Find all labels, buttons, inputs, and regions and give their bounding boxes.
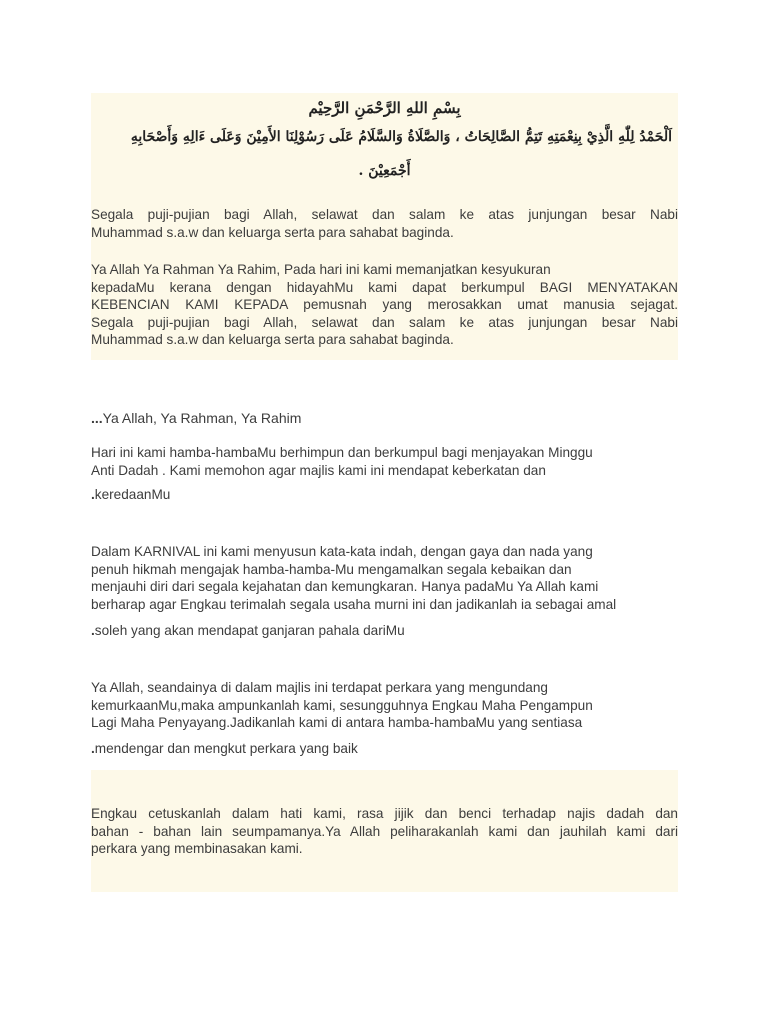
invocation-text: Ya Allah, Ya Rahman, Ya Rahim [102,410,302,426]
text-line: Muhammad s.a.w dan keluarga serta para sahabat baginda. [91,332,454,347]
arabic-praise-ending: أَجْمَعِيْنَ . [358,163,411,179]
text-line: berharap agar Engkau terimalah segala usaha murni ini dan jadikanlah ia sebagai amal [91,596,617,612]
text-line: perkara yang membinasakan kami. [91,841,303,856]
paragraph-karnival-end [91,622,678,640]
text-line: Segala puji-pujian bagi Allah, selawat dan salam ke atas junjungan besar Nabi [91,314,678,330]
paragraph-forgiveness-end [91,740,678,758]
invocation-heading [91,410,678,428]
text-line: Anti Dadah . Kami memohon agar majlis kami ini mendapat keberkatan dan [91,462,546,478]
text-line: Hari ini kami hamba-hambaMu berhimpun dan berkumpul bagi menjayakan Minggu [91,445,593,460]
arabic-basmalah: بِسْمِ اللهِ الرَّحْمَنِ الرَّحِيْم [308,99,461,117]
paragraph-gathering [91,444,678,479]
arabic-praise-line: اَلْحَمْدُ لِلّٰهِ الَّذِيْ بِنِعْمَتِهِ تَتِمُّ الصَّالِحَاتُ ، وَالصَّلَاةُ وَالسَّلَامُ عَلَى رَسُوْلِنَا الأَمِيْنَ وَعَلَى ءَالِهِ وَأَصْحَابِهِ [130,129,672,145]
text-line: bahan - bahan lain seumpamanya.Ya Allah peliharakanlah kami dan jauhilah kami dari [91,823,678,839]
text-line: keredaanMu [94,487,171,502]
ellipsis: ... [91,410,103,426]
paragraph-karnival [91,543,678,613]
text-line: Lagi Maha Penyayang.Jadikanlah kami di antara hamba-hambaMu yang sentiasa [91,715,583,730]
period-mark: . [91,623,95,638]
text-line: Engkau cetuskanlah dalam hati kami, rasa jijik dan benci terhadap najis dadah dan [91,806,678,821]
paragraph-praise [91,206,678,241]
text-line: Ya Allah Ya Rahman Ya Rahim, Pada hari ini kami memanjatkan kesyukuran [91,262,551,277]
text-line: KEBENCIAN KAMI KEPADA pemusnah yang merosakkan umat manusia sejagat. [91,297,678,312]
period-mark: . [91,487,95,502]
text-line: kemurkaanMu,maka ampunkanlah kami, sesungguhnya Engkau Maha Pengampun [91,697,593,713]
text-line: mendengar dan mengkut perkara yang baik [94,741,358,756]
text-line: Dalam KARNIVAL ini kami menyusun kata-kata indah, dengan gaya dan nada yang [91,544,593,559]
text-line: Muhammad s.a.w dan keluarga serta para sahabat baginda. [91,224,454,240]
paragraph-forgiveness [91,679,678,732]
text-line: menjauhi diri dari segala kejahatan dan kemungkaran. Hanya padaMu Ya Allah kami [91,579,599,594]
text-line: penuh hikmah mengajak hamba-hamba-Mu mengamalkan segala kebaikan dan [91,561,572,577]
text-line: Ya Allah, seandainya di dalam majlis ini terdapat perkara yang mengundang [91,680,548,695]
paragraph-gathering-end [91,486,678,504]
paragraph-gratitude [91,261,678,349]
paragraph-protection [91,805,678,858]
text-line: kepadaMu kerana dengan hidayahMu kami dapat berkumpul BAGI MENYATAKAN [91,279,678,295]
text-line: soleh yang akan mendapat ganjaran pahala dariMu [94,623,405,638]
period-mark: . [91,741,95,756]
text-line: Segala puji-pujian bagi Allah, selawat dan salam ke atas junjungan besar Nabi [91,207,678,222]
